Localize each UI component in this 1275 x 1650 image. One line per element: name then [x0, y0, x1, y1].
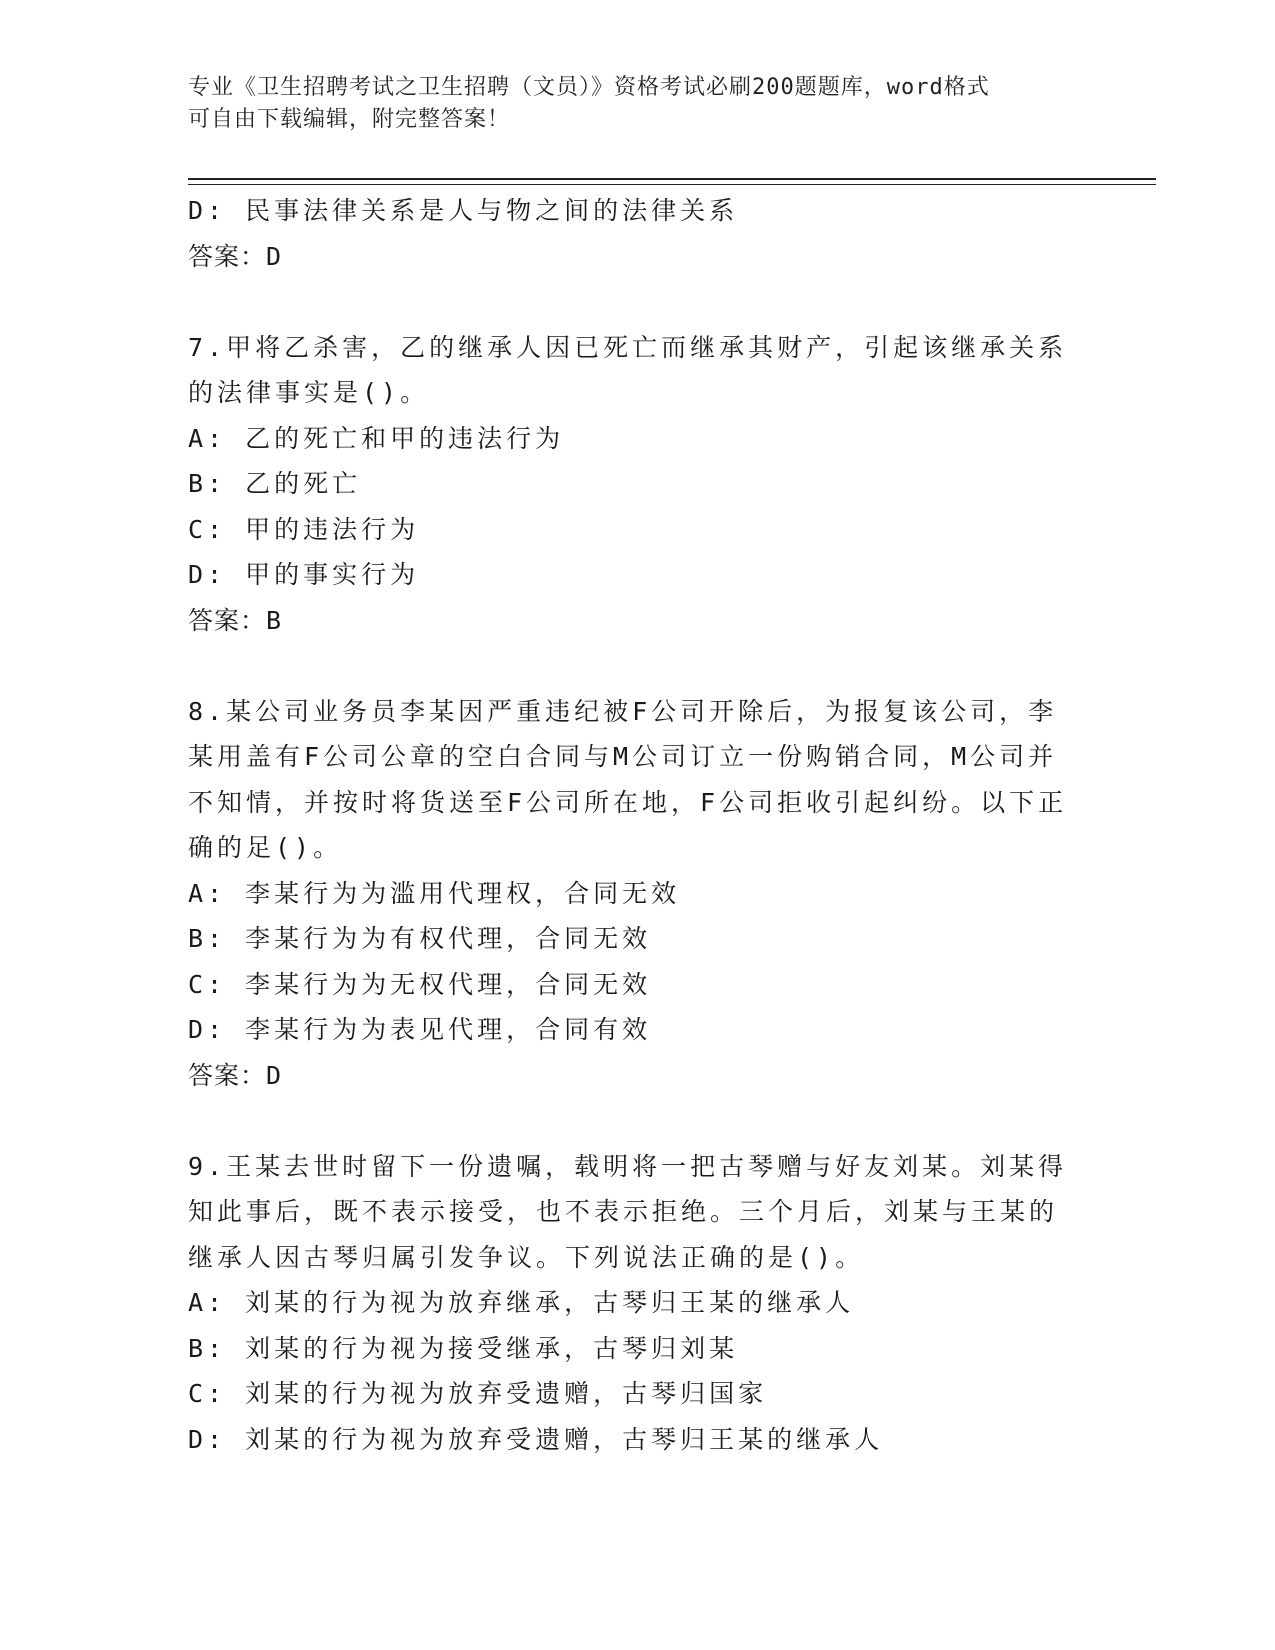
question-spacer	[188, 643, 1088, 689]
question-stem-line: 8.某公司业务员李某因严重违纪被F公司开除后，为报复该公司，李	[188, 696, 1058, 726]
option-d: D: 李某行为为表见代理，合同有效	[188, 1015, 652, 1044]
question-8	[188, 689, 1088, 1099]
question-stem-line: 不知情，并按时将货送至F公司所在地，F公司拒收引起纠纷。以下正	[188, 787, 1068, 817]
option-c: C: 李某行为为无权代理，合同无效	[188, 969, 652, 999]
question-stem-line: 某用盖有F公司公章的空白合同与M公司订立一份购销合同，M公司并	[188, 742, 1058, 771]
question-spacer	[188, 279, 1088, 325]
option-a: A: 乙的死亡和甲的违法行为	[188, 423, 565, 453]
question-stem-line: 知此事后，既不表示接受，也不表示拒绝。三个月后，刘某与王某的	[188, 1197, 1059, 1226]
question-9	[188, 1144, 1088, 1463]
question-spacer	[188, 1098, 1088, 1144]
header-title-line-2: 可自由下载编辑，附完整答案！	[188, 107, 511, 132]
question-stem-line: 9.王某去世时留下一份遗嘱，载明将一把古琴赠与好友刘某。刘某得	[188, 1151, 1068, 1181]
option-a: A: 李某行为为滥用代理权，合同无效	[188, 878, 681, 908]
header-divider-thin	[188, 184, 1156, 185]
answer-label: 答案：	[188, 605, 267, 635]
header-divider-thick	[188, 178, 1156, 180]
option-b: B: 刘某的行为视为接受继承，古琴归刘某	[188, 1333, 739, 1363]
document-header	[188, 72, 1068, 136]
answer-value: D	[266, 1060, 283, 1090]
question-list	[188, 188, 1088, 1462]
question-stem-line: 继承人因古琴归属引发争议。下列说法正确的是()。	[188, 1242, 865, 1272]
question-7	[188, 325, 1088, 644]
option-d: D: 民事法律关系是人与物之间的法律关系	[188, 196, 739, 225]
option-d: D: 刘某的行为视为放弃受遗赠，古琴归王某的继承人	[188, 1424, 884, 1454]
question-6-tail	[188, 188, 1088, 279]
option-c: C: 甲的违法行为	[188, 514, 420, 544]
question-stem-line: 的法律事实是()。	[188, 378, 430, 407]
question-stem-line: 7.甲将乙杀害，乙的继承人因已死亡而继承其财产，引起该继承关系	[188, 332, 1068, 362]
option-a: A: 刘某的行为视为放弃继承，古琴归王某的继承人	[188, 1288, 855, 1317]
answer-value: D	[266, 241, 283, 271]
option-b: B: 李某行为为有权代理，合同无效	[188, 924, 652, 953]
question-stem-line: 确的足()。	[188, 833, 343, 862]
header-title-line-1: 专业《卫生招聘考试之卫生招聘（文员）》资格考试必刷200题题库，word格式	[188, 75, 990, 100]
answer-line	[188, 1053, 1088, 1099]
option-d: D: 甲的事实行为	[188, 560, 420, 589]
answer-label: 答案：	[188, 1060, 267, 1090]
option-b: B: 乙的死亡	[188, 469, 362, 498]
option-c: C: 刘某的行为视为放弃受遗赠，古琴归国家	[188, 1379, 768, 1408]
answer-line	[188, 598, 1088, 644]
answer-label: 答案：	[188, 241, 267, 271]
answer-line	[188, 234, 1088, 280]
answer-value: B	[266, 605, 283, 635]
